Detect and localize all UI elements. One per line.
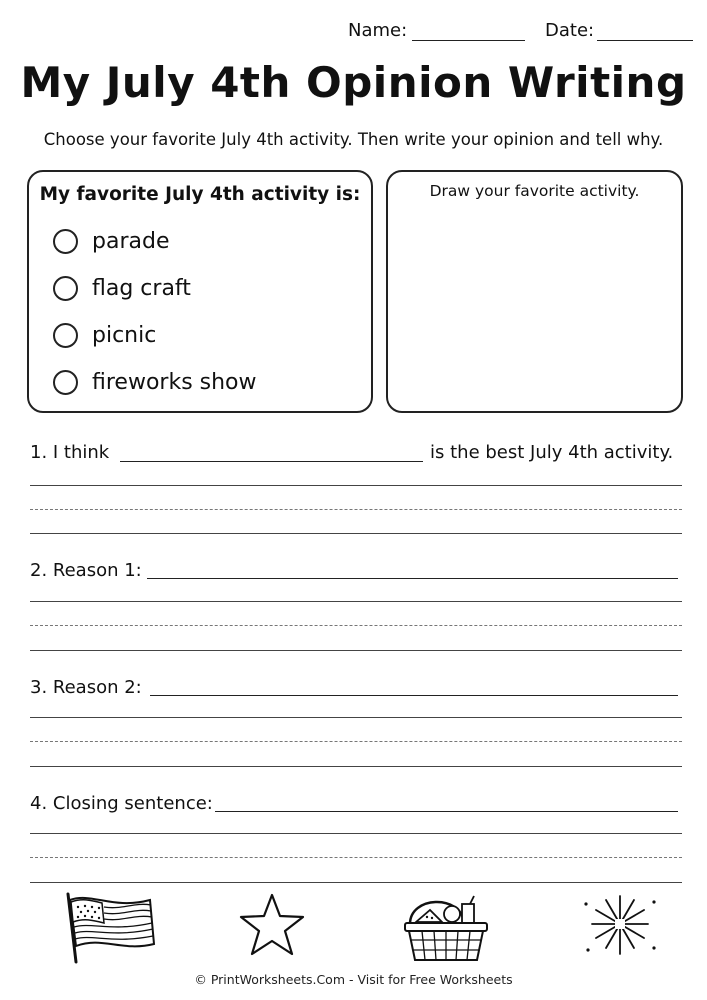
- drawing-box-title: Draw your favorite activity.: [429, 182, 640, 200]
- option-fireworks-show[interactable]: [53, 367, 257, 397]
- writing-line[interactable]: [30, 650, 682, 651]
- star-icon: [238, 892, 306, 958]
- header-row: [0, 18, 707, 46]
- name-field: [348, 18, 407, 44]
- writing-line[interactable]: [30, 717, 682, 718]
- reason-2-line[interactable]: [150, 695, 678, 696]
- prompt-2: 2. Reason 1:: [30, 560, 142, 581]
- option-label: fireworks show: [92, 369, 257, 395]
- option-label: parade: [92, 228, 170, 254]
- writing-guide-line: [30, 741, 682, 742]
- page-title: My July 4th Opinion Writing: [20, 58, 687, 107]
- option-label: picnic: [92, 322, 157, 348]
- prompt-1-end: is the best July 4th activity.: [430, 442, 674, 463]
- prompt-1-start: 1. I think: [30, 442, 110, 463]
- picnic-basket-icon: [400, 888, 492, 964]
- prompt-3: 3. Reason 2:: [30, 677, 142, 698]
- drawing-box[interactable]: [386, 170, 683, 413]
- writing-guide-line: [30, 857, 682, 858]
- option-label: flag craft: [92, 275, 191, 301]
- prompt-4: 4. Closing sentence:: [30, 793, 213, 814]
- writing-line[interactable]: [30, 485, 682, 486]
- writing-line[interactable]: [30, 833, 682, 834]
- date-field: [545, 18, 594, 44]
- flag-icon: [62, 890, 157, 965]
- writing-guide-line: [30, 625, 682, 626]
- radio-circle-icon[interactable]: [53, 276, 78, 301]
- opinion-blank-line[interactable]: [120, 461, 423, 462]
- name-input-line[interactable]: [412, 40, 525, 41]
- date-label: Date:: [545, 20, 595, 41]
- closing-sentence-line[interactable]: [215, 811, 678, 812]
- radio-circle-icon[interactable]: [53, 323, 78, 348]
- footer-credit: © PrintWorksheets.Com - Visit for Free Worksheets: [194, 972, 513, 987]
- writing-guide-line: [30, 509, 682, 510]
- name-label: Name:: [348, 20, 408, 41]
- fireworks-icon: [580, 890, 660, 962]
- instructions: Choose your favorite July 4th activity. Then write your opinion and tell why.: [43, 130, 664, 149]
- writing-line[interactable]: [30, 882, 682, 883]
- writing-line[interactable]: [30, 766, 682, 767]
- radio-circle-icon[interactable]: [53, 370, 78, 395]
- radio-circle-icon[interactable]: [53, 229, 78, 254]
- date-input-line[interactable]: [597, 40, 693, 41]
- reason-1-line[interactable]: [147, 578, 678, 579]
- writing-line[interactable]: [30, 533, 682, 534]
- option-flag-craft[interactable]: [53, 273, 191, 303]
- activity-choice-box: [27, 170, 373, 413]
- activity-box-title: My favorite July 4th activity is:: [39, 184, 361, 205]
- option-parade[interactable]: [53, 226, 169, 256]
- writing-line[interactable]: [30, 601, 682, 602]
- option-picnic[interactable]: [53, 320, 156, 350]
